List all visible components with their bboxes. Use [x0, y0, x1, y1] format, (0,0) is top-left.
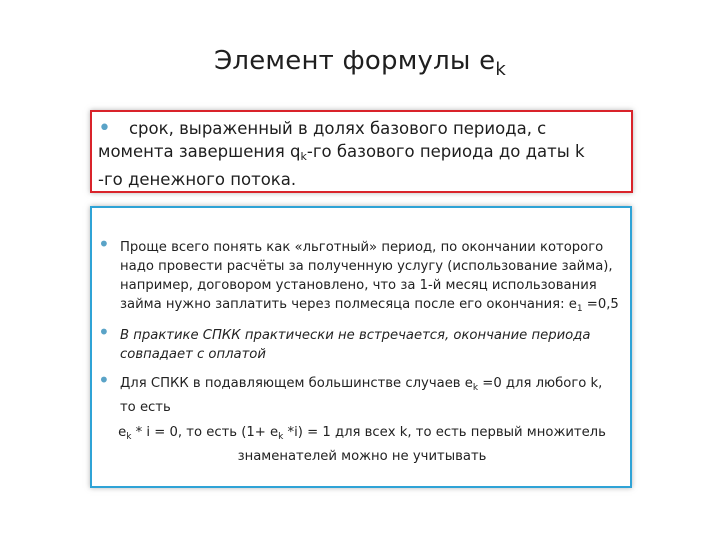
definition-subscript: k: [300, 150, 307, 163]
formula-part: *i) = 1 для всех k, то есть первый множитель: [283, 425, 606, 440]
slide-title: [0, 46, 720, 80]
formula-subscript: k: [278, 432, 284, 442]
bullet-icon: •: [98, 368, 110, 392]
title-subscript: k: [495, 59, 506, 80]
definition-line-c: -го денежного потока.: [98, 170, 297, 189]
bullet-icon: •: [98, 232, 110, 256]
formula-subscript: k: [126, 432, 132, 442]
formula-text: [112, 423, 612, 466]
list-item: [98, 368, 620, 417]
item-text: В практике СПКК практически не встречается, окончание периода совпадает с оплатой: [120, 328, 591, 362]
item-subscript: k: [472, 383, 479, 393]
definition-text: [98, 116, 626, 191]
bullet-icon: •: [98, 116, 111, 141]
definition-line-a: срок, выраженный в долях базового периода, с: [128, 119, 547, 138]
explanation-box: [90, 206, 632, 488]
item-text-end: =0,5: [582, 297, 619, 312]
item-text-end: =0 для любого k, то есть: [120, 376, 603, 415]
definition-line-b: момента завершения q: [98, 142, 301, 161]
definition-line-b-end: -го базового периода до даты k: [306, 142, 585, 161]
list-item: [98, 232, 620, 319]
formula-part: * i = 0, то есть (1+ e: [131, 425, 279, 440]
formula-line-2: знаменателей можно не учитывать: [237, 449, 487, 464]
bullet-icon: •: [98, 320, 110, 344]
item-subscript: 1: [576, 304, 583, 314]
formula-part: e: [118, 425, 127, 440]
list-item: [98, 320, 620, 364]
item-text: Проще всего понять как «льготный» период, по окончании которого надо провести расчёты за полученную услугу (использование займа), например, договором установлено, что за 1-й месяц использования займа нужно заплатить через полмесяца после его окончания: e: [120, 240, 613, 312]
title-text: Элемент формулы e: [214, 46, 496, 76]
item-text: Для СПКК в подавляющем большинстве случаев e: [120, 376, 473, 391]
definition-box: [90, 110, 633, 193]
